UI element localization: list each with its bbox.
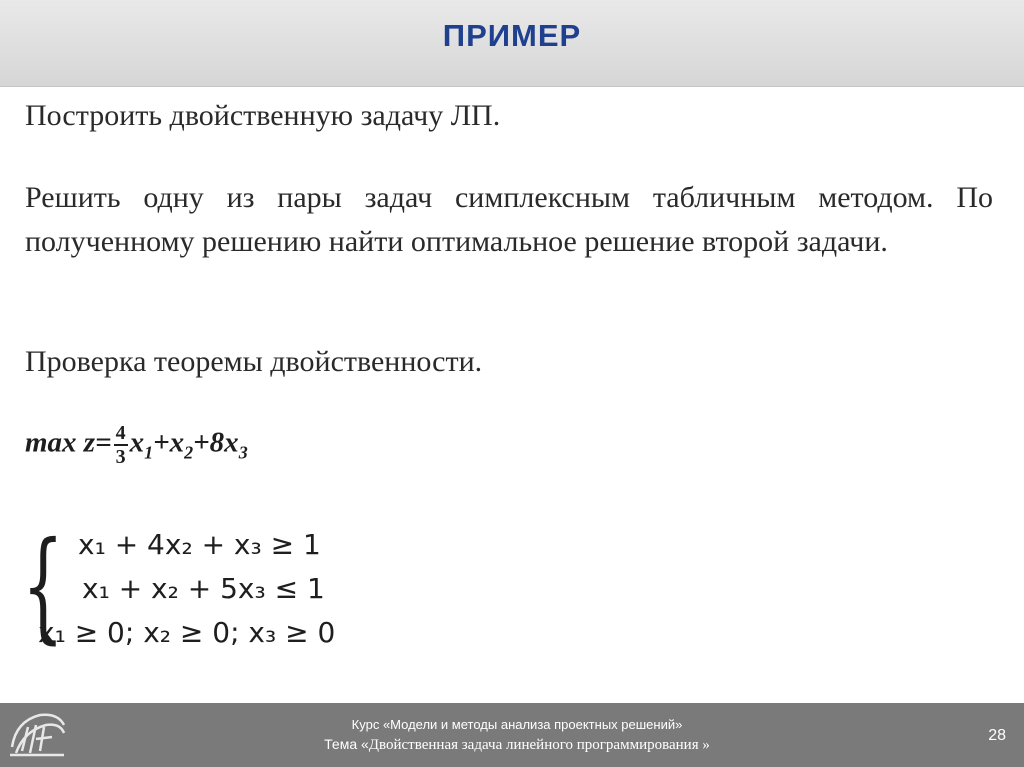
topic-line: [0, 736, 1024, 754]
task-paragraph-1: Построить двойственную задачу ЛП.: [25, 99, 501, 132]
topic-name: Двойственная задача линейного программирования »: [368, 737, 710, 753]
slide-title: ПРИМЕР: [442, 18, 582, 53]
fraction-denominator: 3: [115, 446, 126, 468]
task-paragraph-3: Проверка теоремы двойственности.: [25, 345, 483, 378]
constraint-3: x₁ ≥ 0; x₂ ≥ 0; x₃ ≥ 0: [38, 616, 336, 649]
university-logo-icon: [6, 707, 70, 763]
slide-header: [0, 0, 1024, 87]
page-number: 28: [988, 727, 1006, 744]
constraint-1: x₁ + 4x₂ + x₃ ≥ 1: [78, 528, 321, 561]
objective-fraction: [114, 422, 128, 468]
constraint-2: x₁ + x₂ + 5x₃ ≤ 1: [82, 572, 325, 605]
task-paragraph-2: Решить одну из пары задач симплексным табличным методом. По полученному решению найти оптимальное решение второй задачи.: [25, 181, 993, 258]
topic-label: Тема «: [324, 736, 369, 752]
slide-footer: [0, 703, 1024, 767]
system-brace: {: [22, 517, 64, 656]
course-name: Курс «Модели и методы анализа проектных решений»: [351, 717, 683, 732]
objective-prefix: max z=: [25, 426, 112, 459]
fraction-numerator: 4: [115, 422, 126, 444]
objective-function: max z= $\frac{4}{3}$ $x_1+x_2+8x_3$: [25, 422, 248, 468]
